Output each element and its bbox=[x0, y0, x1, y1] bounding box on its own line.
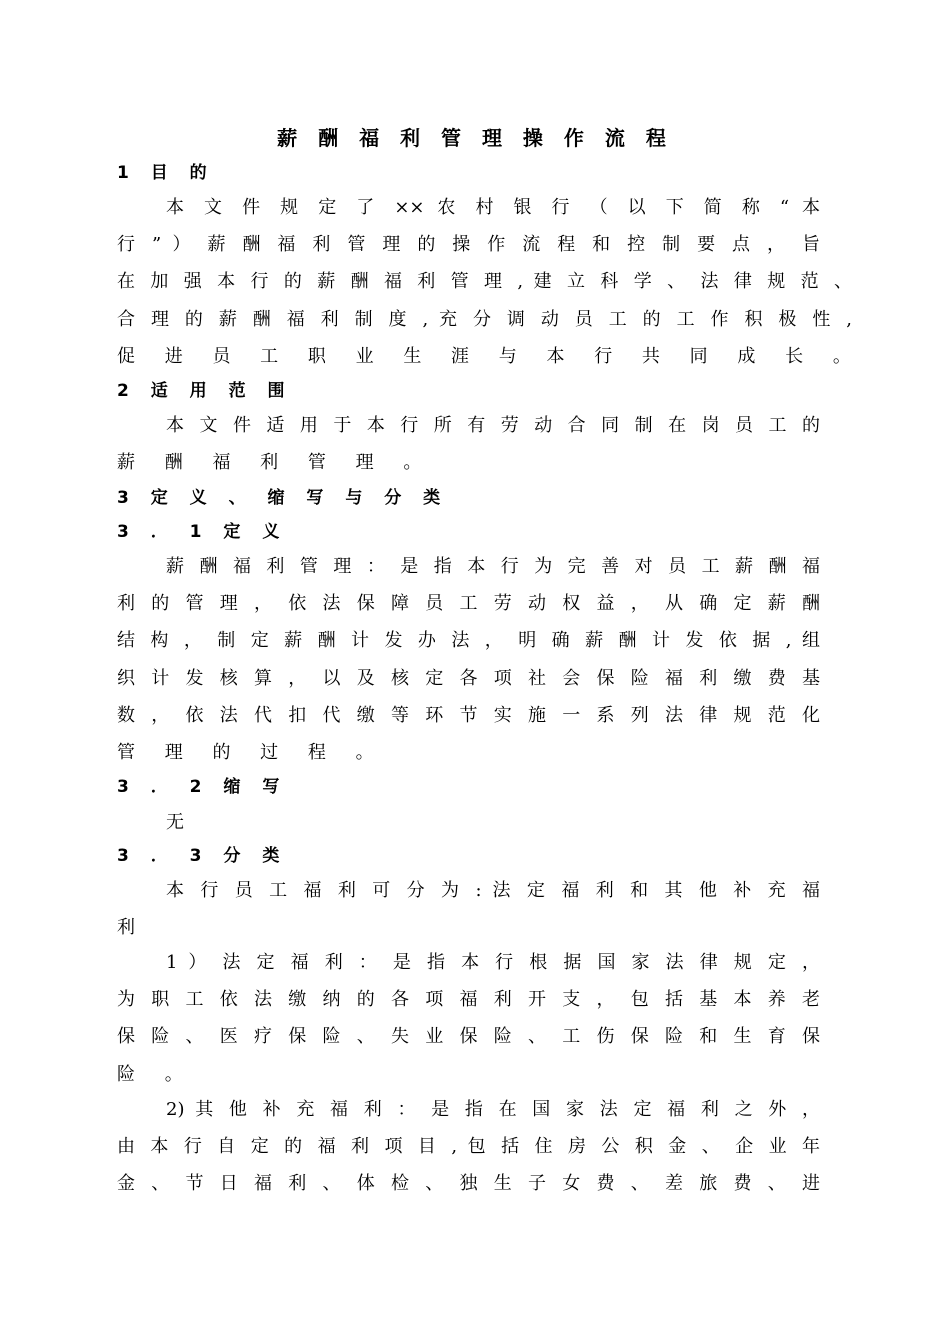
paragraph-line: 保 险 、 医 疗 保 险 、 失 业 保 险 、 工 伤 保 险 和 生 育 保 bbox=[117, 1026, 820, 1047]
paragraph-line: 由 本 行 自 定 的 福 利 项 目 , 包 括 住 房 公 积 金 、 企 业 年 bbox=[117, 1136, 820, 1157]
paragraph-line: 本 行 员 工 福 利 可 分 为 : 法 定 福 利 和 其 他 补 充 福 bbox=[166, 880, 820, 901]
paragraph-line: 管 理 的 过 程 。 bbox=[117, 742, 386, 763]
section-heading-scope: 2 适 用 范 围 bbox=[117, 381, 293, 401]
paragraph-line: 数 ， 依 法 代 扣 代 缴 等 环 节 实 施 一 系 列 法 律 规 范 化 bbox=[117, 705, 820, 726]
paragraph-line: 无 bbox=[166, 812, 196, 833]
paragraph-line: 合 理 的 薪 酬 福 利 制 度 , 充 分 调 动 员 工 的 工 作 积 极 性 , bbox=[117, 309, 852, 330]
paragraph-line: 行 ” ） 薪 酬 福 利 管 理 的 操 作 流 程 和 控 制 要 点 ， 旨 bbox=[117, 234, 820, 255]
paragraph-line: 本 文 件 规 定 了 ×× 农 村 银 行 （ 以 下 简 称 “ 本 bbox=[166, 197, 820, 218]
subsection-heading-abbreviation: 3 ． 2 缩 写 bbox=[117, 777, 288, 797]
paragraph-line: 本 文 件 适 用 于 本 行 所 有 劳 动 合 同 制 在 岗 员 工 的 bbox=[166, 415, 820, 436]
paragraph-line: 1 ） 法 定 福 利 ： 是 指 本 行 根 据 国 家 法 律 规 定 ， bbox=[166, 952, 820, 973]
document-title: 薪 酬 福 利 管 理 操 作 流 程 bbox=[277, 126, 673, 150]
paragraph-line: 薪 酬 福 利 管 理 。 bbox=[117, 452, 434, 473]
paragraph-line: 结 构 ， 制 定 薪 酬 计 发 办 法 ， 明 确 薪 酬 计 发 依 据 , 组 bbox=[117, 630, 820, 651]
paragraph-line: 利 bbox=[117, 917, 147, 938]
paragraph-line: 织 计 发 核 算 ， 以 及 核 定 各 项 社 会 保 险 福 利 缴 费 基 bbox=[117, 668, 820, 689]
paragraph-line: 为 职 工 依 法 缴 纳 的 各 项 福 利 开 支 ， 包 括 基 本 养 老 bbox=[117, 989, 820, 1010]
section-heading-purpose: 1 目 的 bbox=[117, 163, 215, 183]
paragraph-line: 险 。 bbox=[117, 1064, 195, 1085]
subsection-heading-classification: 3 ． 3 分 类 bbox=[117, 846, 288, 866]
paragraph-line: 2) 其 他 补 充 福 利 ： 是 指 在 国 家 法 定 福 利 之 外 ， bbox=[166, 1099, 820, 1120]
paragraph-line: 在 加 强 本 行 的 薪 酬 福 利 管 理 , 建 立 科 学 、 法 律 规 范 、 bbox=[117, 271, 852, 292]
section-heading-definitions: 3 定 义 、 缩 写 与 分 类 bbox=[117, 488, 449, 508]
paragraph-line: 利 的 管 理 ， 依 法 保 障 员 工 劳 动 权 益 ， 从 确 定 薪 酬 bbox=[117, 593, 820, 614]
paragraph-line: 促 进 员 工 职 业 生 涯 与 本 行 共 同 成 长 。 bbox=[117, 346, 863, 367]
paragraph-line: 金 、 节 日 福 利 、 体 检 、 独 生 子 女 费 、 差 旅 费 、 进 bbox=[117, 1173, 820, 1194]
paragraph-line: 薪 酬 福 利 管 理 ： 是 指 本 行 为 完 善 对 员 工 薪 酬 福 bbox=[166, 556, 820, 577]
subsection-heading-definition: 3 ． 1 定 义 bbox=[117, 522, 288, 542]
